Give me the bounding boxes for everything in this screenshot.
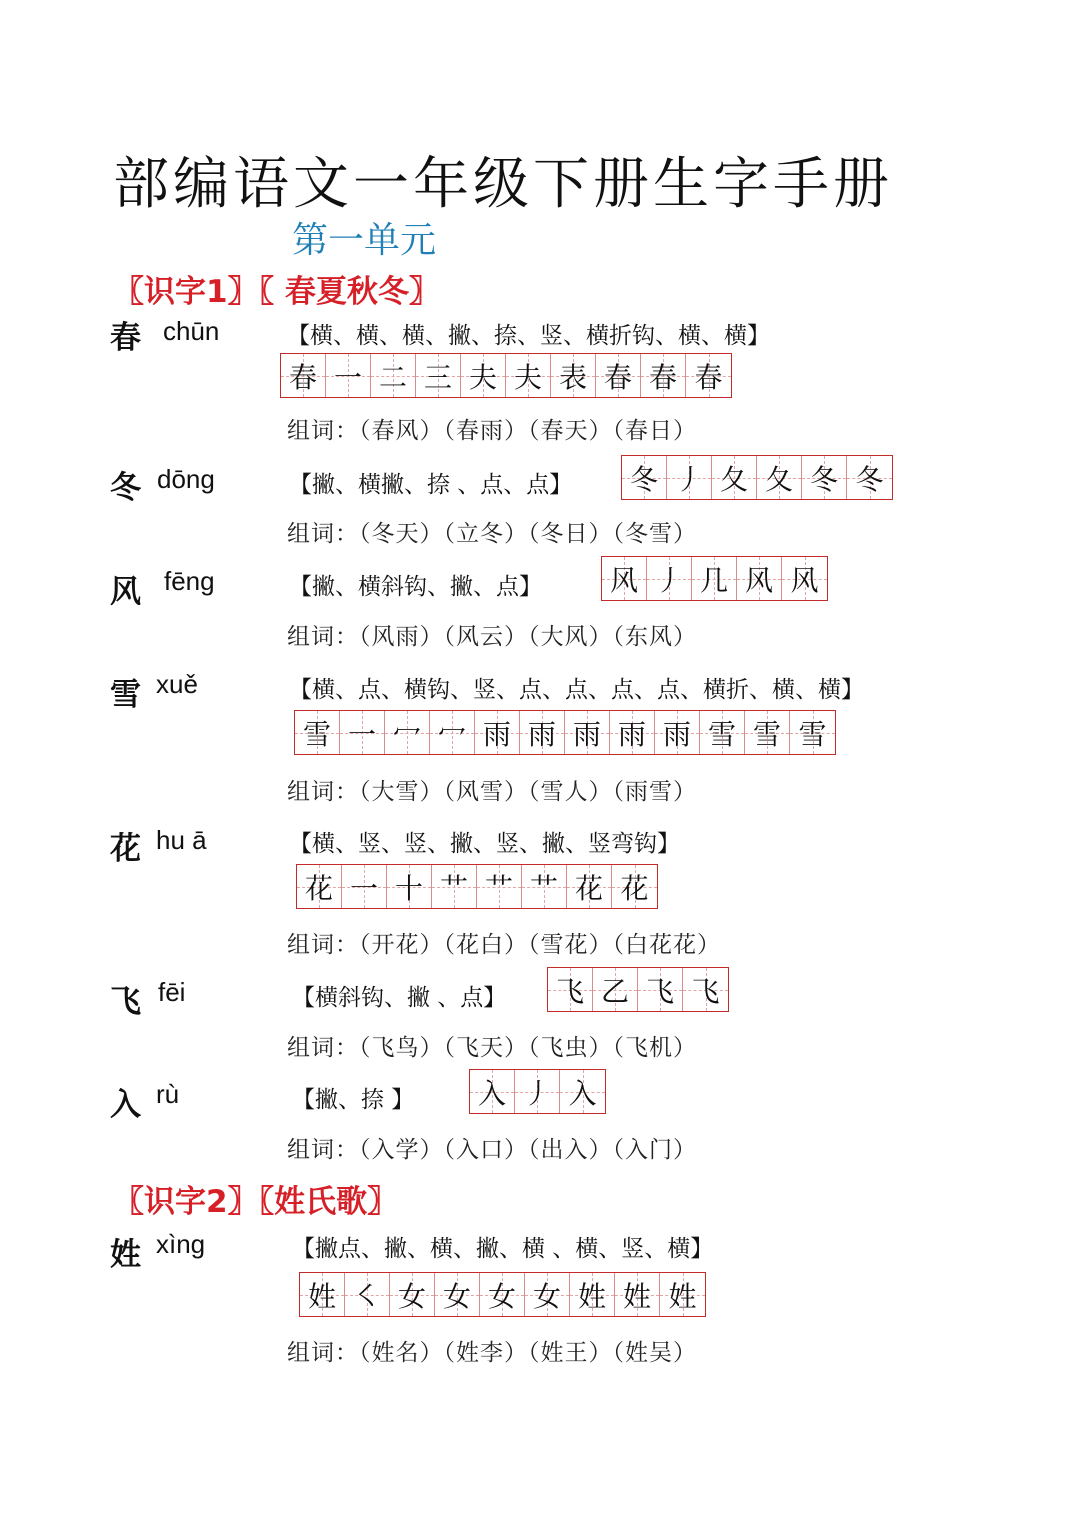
tracing-grid — [299, 1272, 706, 1317]
grid-cell: 冬 — [622, 456, 667, 499]
grid-cell: 花 — [612, 865, 657, 908]
grid-cell: 女 — [480, 1273, 525, 1316]
grid-cell: 姓 — [300, 1273, 345, 1316]
word-list: 组词：（风雨）（风云）（大风）（东风） — [287, 624, 697, 650]
stroke-order: 【撇点、撇、横、撇、横 、横、竖、横】 — [292, 1236, 714, 1262]
stroke-order: 【横、横、横、撇、捺、竖、横折钩、横、横】 — [287, 323, 770, 349]
grid-cell: 飞 — [548, 968, 593, 1011]
stroke-order: 【撇、横撇、捺 、点、点】 — [289, 472, 573, 498]
word-list: 组词：（大雪）（风雪）（雪人）（雨雪） — [287, 779, 697, 805]
grid-cell: 春 — [686, 354, 731, 397]
grid-cell: 冬 — [802, 456, 847, 499]
entry-character: 风 — [110, 574, 141, 610]
grid-cell: 女 — [390, 1273, 435, 1316]
grid-cell: 丿 — [515, 1070, 560, 1113]
grid-cell: 三 — [416, 354, 461, 397]
entry-character: 雪 — [110, 677, 141, 713]
page-title: 部编语文一年级下册生字手册 — [113, 152, 893, 217]
grid-cell: 表 — [551, 354, 596, 397]
tracing-grid — [294, 710, 836, 755]
grid-cell: 冖 — [385, 711, 430, 754]
grid-cell: 冬 — [847, 456, 892, 499]
grid-cell: 雪 — [295, 711, 340, 754]
entry-pinyin: dōng — [157, 464, 215, 494]
grid-cell: 女 — [435, 1273, 480, 1316]
stroke-order: 【横、点、横钩、竖、点、点、点、点、横折、横、横】 — [289, 677, 864, 703]
grid-cell: 冖 — [430, 711, 475, 754]
grid-cell: 丿 — [667, 456, 712, 499]
grid-cell: 姓 — [660, 1273, 705, 1316]
tracing-grid — [296, 864, 658, 909]
lesson-heading: 〖识字2〗〖姓氏歌〗 — [113, 1184, 399, 1220]
grid-cell: 丿 — [647, 557, 692, 600]
grid-cell: 风 — [782, 557, 827, 600]
grid-cell: 夂 — [757, 456, 802, 499]
grid-cell: 雪 — [790, 711, 835, 754]
entry-pinyin: chūn — [163, 316, 220, 346]
entry-character: 入 — [110, 1087, 141, 1123]
tracing-grid — [601, 556, 828, 601]
grid-cell: 飞 — [683, 968, 728, 1011]
grid-cell: 雨 — [655, 711, 700, 754]
grid-cell: 雨 — [610, 711, 655, 754]
grid-cell: 艹 — [477, 865, 522, 908]
word-list: 组词：（冬天）（立冬）（冬日）（冬雪） — [287, 521, 697, 547]
grid-cell: 姓 — [615, 1273, 660, 1316]
lesson-heading: 〖识字1〗〖 春夏秋冬〗 — [113, 274, 440, 310]
tracing-grid — [469, 1069, 606, 1114]
grid-cell: 一 — [326, 354, 371, 397]
word-list: 组词：（春风）（春雨）（春天）（春日） — [287, 418, 697, 444]
grid-cell: 风 — [602, 557, 647, 600]
unit-heading: 第一单元 — [292, 220, 437, 261]
stroke-order: 【撇、捺 】 — [292, 1087, 415, 1113]
grid-cell: 女 — [525, 1273, 570, 1316]
grid-cell: 风 — [737, 557, 782, 600]
entry-character: 姓 — [110, 1237, 141, 1273]
grid-cell: 春 — [641, 354, 686, 397]
tracing-grid — [547, 967, 729, 1012]
grid-cell: 夫 — [461, 354, 506, 397]
entry-pinyin: hu ā — [156, 825, 207, 855]
grid-cell: 十 — [387, 865, 432, 908]
grid-cell: 一 — [342, 865, 387, 908]
entry-character: 春 — [110, 320, 141, 356]
entry-character: 冬 — [110, 470, 141, 506]
grid-cell: 入 — [470, 1070, 515, 1113]
stroke-order: 【横斜钩、撇 、点】 — [292, 985, 507, 1011]
grid-cell: 几 — [692, 557, 737, 600]
grid-cell: 飞 — [638, 968, 683, 1011]
grid-cell: 雨 — [475, 711, 520, 754]
entry-pinyin: xìng — [156, 1229, 206, 1259]
grid-cell: ㇛ — [345, 1273, 390, 1316]
word-list: 组词：（姓名）（姓李）（姓王）（姓吴） — [287, 1340, 697, 1366]
tracing-grid — [621, 455, 893, 500]
word-list: 组词：（飞鸟）（飞天）（飞虫）（飞机） — [287, 1035, 697, 1061]
grid-cell: 雨 — [520, 711, 565, 754]
grid-cell: 二 — [371, 354, 416, 397]
entry-character: 花 — [110, 831, 141, 867]
grid-cell: 夂 — [712, 456, 757, 499]
entry-pinyin: rù — [156, 1079, 180, 1109]
word-list: 组词：（开花）（花白）（雪花）（白花花） — [287, 932, 721, 958]
grid-cell: 花 — [297, 865, 342, 908]
grid-cell: 入 — [560, 1070, 605, 1113]
grid-cell: 夫 — [506, 354, 551, 397]
grid-cell: 艹 — [432, 865, 477, 908]
entry-pinyin: xuě — [156, 669, 198, 699]
grid-cell: 艹 — [522, 865, 567, 908]
grid-cell: 姓 — [570, 1273, 615, 1316]
grid-cell: 乙 — [593, 968, 638, 1011]
grid-cell: 春 — [281, 354, 326, 397]
grid-cell: 雪 — [700, 711, 745, 754]
entry-pinyin: fēi — [158, 977, 186, 1007]
grid-cell: 一 — [340, 711, 385, 754]
stroke-order: 【横、竖、竖、撇、竖、撇、竖弯钩】 — [289, 831, 680, 857]
grid-cell: 花 — [567, 865, 612, 908]
entry-character: 飞 — [110, 984, 141, 1020]
word-list: 组词：（入学）（入口）（出入）（入门） — [287, 1137, 697, 1163]
grid-cell: 雨 — [565, 711, 610, 754]
tracing-grid — [280, 353, 732, 398]
stroke-order: 【撇、横斜钩、撇、点】 — [289, 574, 542, 600]
grid-cell: 雪 — [745, 711, 790, 754]
entry-pinyin: fēng — [164, 566, 215, 596]
grid-cell: 春 — [596, 354, 641, 397]
